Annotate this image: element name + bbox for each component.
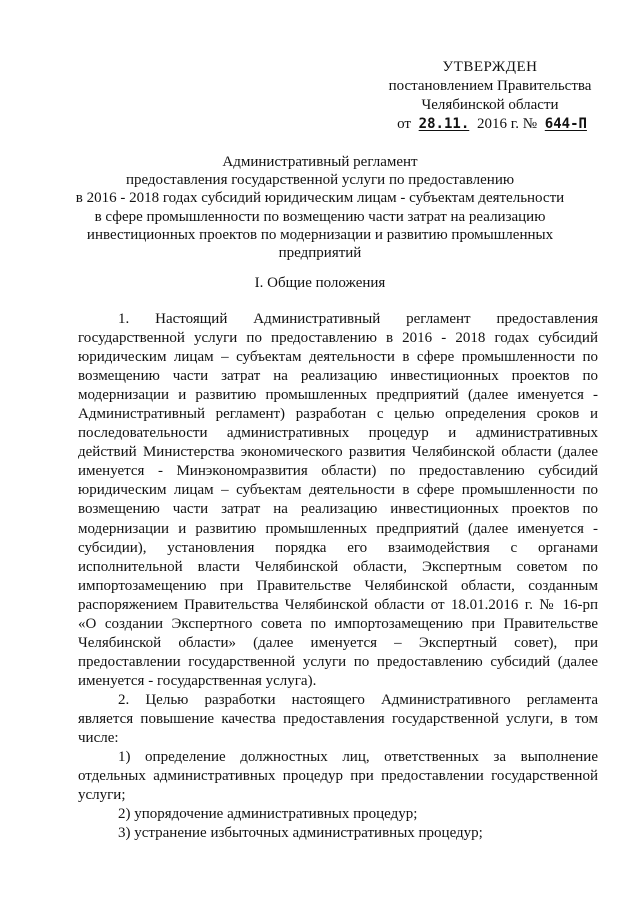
- body-line: возмещению части затрат на реализацию инвестиционных проектов по: [78, 368, 598, 385]
- heading-line: предприятий: [278, 245, 362, 262]
- approval-line-2: постановлением Правительства: [388, 78, 592, 94]
- body-line: 3) устранение избыточных административных процедур;: [118, 825, 483, 842]
- body-line: 1) определение должностных лиц, ответственных за выполнение: [118, 749, 598, 766]
- body-line: модернизации и развитию промышленных предприятий (далее именуется -: [78, 387, 598, 404]
- approval-year-text: 2016 г. №: [477, 116, 538, 132]
- approval-date-prefix: от: [397, 116, 411, 132]
- heading-line: Административный регламент: [222, 154, 418, 170]
- body-line: последовательности административных процедур и административных: [78, 425, 598, 442]
- body-line: возмещению части затрат на реализацию инвестиционных проектов по: [78, 501, 598, 518]
- heading-line: в 2016 - 2018 годах субсидий юридическим лицам - субъектам деятельности: [75, 190, 565, 207]
- heading-line: в сфере промышленности по возмещению части затрат на реализацию: [94, 208, 546, 225]
- body-line: именуется - государственная услуга).: [78, 672, 317, 689]
- body-line: Челябинской области» (далее именуется – Экспертный совет), при: [78, 634, 598, 651]
- approval-date-value: 28.11.: [418, 116, 470, 132]
- body-line: Административный регламент) разработан с целью определения сроков и: [78, 406, 598, 423]
- heading-line: предоставления государственной услуги по предоставлению: [125, 172, 515, 189]
- body-line: юридическим лицам – субъектам деятельности в сфере промышленности по: [78, 349, 598, 366]
- body-line: субсидии), установления порядка его взаимодействия с органами: [78, 539, 598, 556]
- approval-date-row: [364, 115, 624, 134]
- body-line: 2. Целью разработки настоящего Административного регламента: [118, 691, 598, 708]
- body-line: распоряжением Правительства Челябинской области от 18.01.2016 г. № 16-рп: [78, 596, 598, 613]
- body-line: предоставлении государственной услуги по предоставлению субсидий (далее: [78, 653, 598, 670]
- document-heading: [60, 153, 580, 262]
- body-line: числе:: [78, 730, 119, 747]
- body-line: действий Министерства экономического развития Челябинской области (далее: [78, 444, 598, 461]
- body-line: отдельных административных процедур при предоставлении государственной: [78, 768, 598, 785]
- body-line: 2) упорядочение административных процедур;: [118, 806, 418, 823]
- approval-stamp: [360, 58, 620, 134]
- approval-title: УТВЕРЖДЕН: [442, 59, 538, 75]
- body-line: модернизации и развитию промышленных предприятий (далее именуется -: [78, 520, 598, 537]
- body-line: услуги;: [78, 787, 126, 804]
- body-line: импортозамещению при Правительстве Челябинской области, созданным: [78, 577, 598, 594]
- body-line: именуется - Минэкономразвития области) по предоставлению субсидий: [78, 463, 598, 480]
- section-title: I. Общие положения: [254, 275, 386, 291]
- body-line: «О создании Экспертного совета по импортозамещению при Правительстве: [78, 615, 598, 632]
- body-line: юридическим лицам – субъектам деятельности в сфере промышленности по: [78, 482, 598, 499]
- heading-line: инвестиционных проектов по модернизации и развитию промышленных: [86, 226, 554, 243]
- approval-line-3: Челябинской области: [421, 97, 559, 113]
- approval-number-value: 644-П: [544, 116, 587, 132]
- document-body: [78, 310, 598, 843]
- body-line: исполнительной власти Челябинской области, Экспертным советом по: [78, 558, 598, 575]
- body-line: государственной услуги по предоставлению в 2016 - 2018 годах субсидий: [78, 330, 598, 347]
- body-line: является повышение качества предоставления государственной услуги, в том: [78, 710, 598, 727]
- body-line: 1. Настоящий Административный регламент предоставления: [118, 311, 598, 327]
